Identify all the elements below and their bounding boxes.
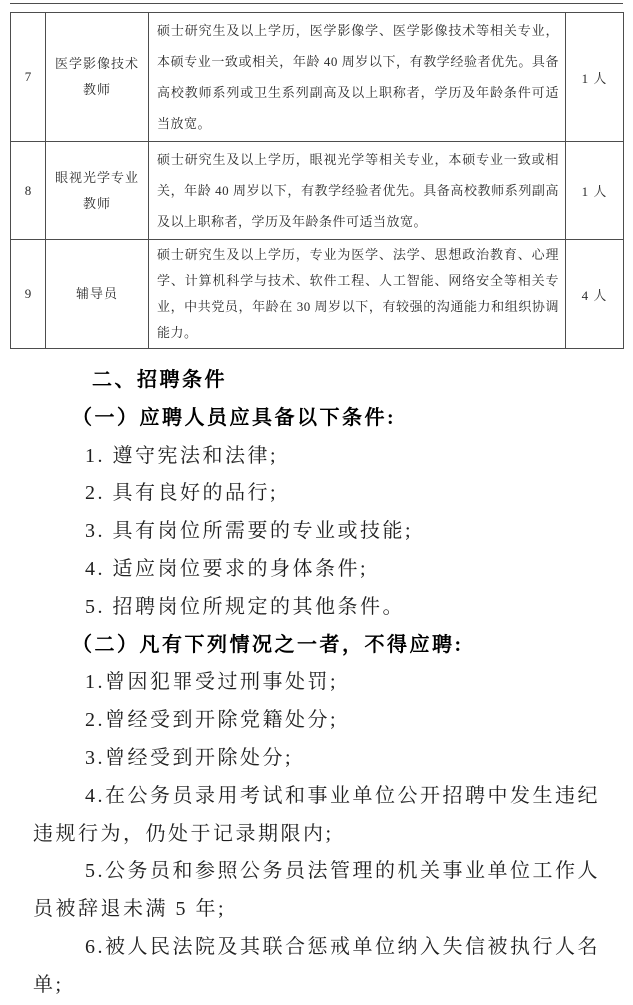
section-heading: （一）应聘人员应具备以下条件: — [72, 406, 397, 429]
cell-headcount: 1 人 — [566, 13, 624, 142]
position-title-line: 眼视光学专业 — [54, 169, 139, 185]
cell-row-number: 7 — [11, 13, 46, 142]
cell-position-title — [46, 240, 149, 349]
position-title-line: 医学影像技术 — [54, 56, 139, 71]
cell-requirements: 硕士研究生及以上学历，眼视光学等相关专业，本硕专业一致或相关，年龄 40 周岁以下，有教学经验者优先。具备高校教师系列副高及以上职称者，学历及年龄条件可适当放宽。 — [149, 142, 566, 240]
document-page — [0, 3, 633, 996]
cell-requirements: 硕士研究生及以上学历，专业为医学、法学、思想政治教育、心理学、计算机科学与技术、软件工程、人工智能、网络安全等相关专业，中共党员，年龄在 30 周岁以下，有较强的沟通能力和组织协调能力。 — [149, 240, 566, 349]
table-fragment-divider — [10, 3, 623, 4]
cell-headcount: 1 人 — [566, 142, 624, 240]
table-row — [11, 13, 624, 142]
section-heading: 二、招聘条件 — [92, 369, 227, 391]
cell-requirements: 硕士研究生及以上学历，医学影像学、医学影像技术等相关专业，本硕专业一致或相关，年龄 40 周岁以下，有教学经验者优先。具备高校教师系列或卫生系列副高及以上职称者，学历及年龄条件可适当放宽。 — [149, 13, 566, 142]
list-item: 5.公务员和参照公务员法管理的机关事业单位工作人员被辞退未满 5 年; — [33, 860, 600, 921]
positions-table — [10, 12, 624, 349]
list-item: 4.在公务员录用考试和事业单位公开招聘中发生违纪违规行为，仍处于记录期限内; — [33, 784, 600, 845]
list-item: 5. 招聘岗位所规定的其他条件。 — [85, 595, 405, 618]
cell-headcount: 4 人 — [566, 240, 624, 349]
list-item: 1.曾因犯罪受过刑事处罚; — [85, 671, 339, 694]
position-title-line: 教师 — [82, 82, 111, 97]
cell-row-number: 9 — [11, 240, 46, 349]
table-row — [11, 240, 624, 349]
positions-table-body — [11, 13, 624, 349]
list-item: 1. 遵守宪法和法律; — [85, 444, 279, 467]
cell-position-title — [46, 142, 149, 240]
list-item: 3. 具有岗位所需要的专业或技能; — [85, 520, 414, 543]
list-item: 6.被人民法院及其联合惩戒单位纳入失信被执行人名单; — [33, 935, 600, 996]
list-item: 4. 适应岗位要求的身体条件; — [85, 557, 369, 580]
list-item: 3.曾经受到开除处分; — [85, 746, 294, 769]
list-item: 2.曾经受到开除党籍处分; — [85, 709, 339, 732]
content — [33, 362, 602, 1005]
cell-position-title — [46, 13, 149, 142]
list-item: 2. 具有良好的品行; — [85, 482, 279, 505]
cell-row-number: 8 — [11, 142, 46, 240]
position-title-line: 教师 — [82, 195, 111, 211]
position-title-line: 辅导员 — [75, 286, 118, 301]
table-row — [11, 142, 624, 240]
section-heading: （二）凡有下列情况之一者，不得应聘: — [72, 633, 464, 656]
